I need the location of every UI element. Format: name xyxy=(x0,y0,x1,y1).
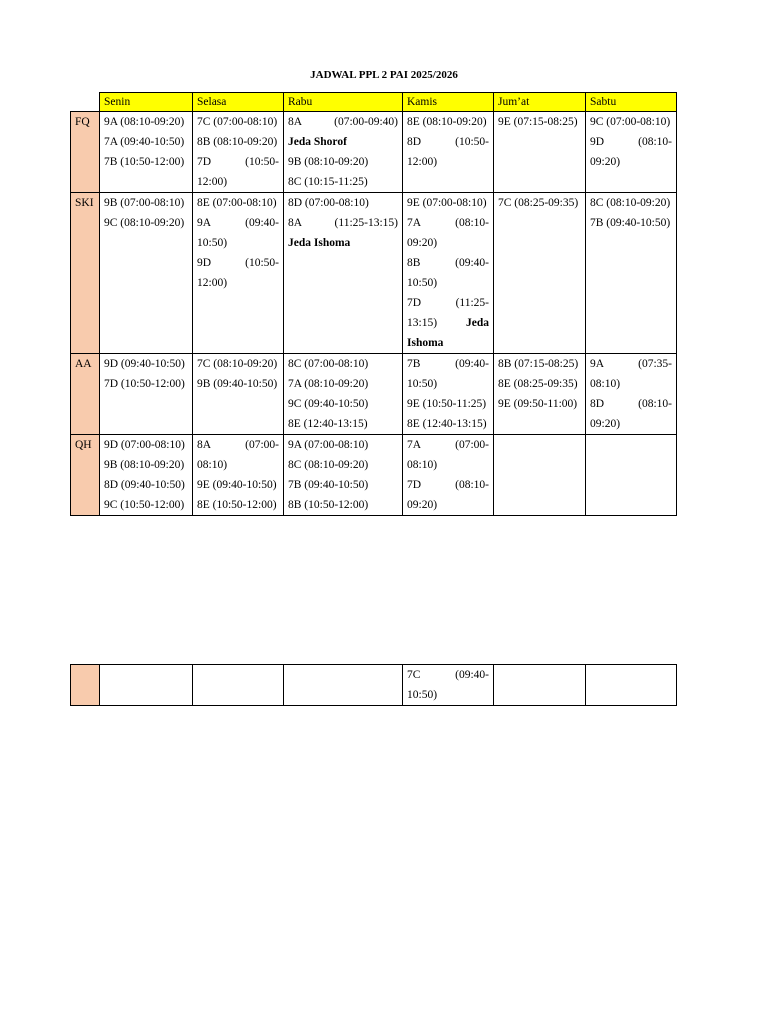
entry-time: (07:00- xyxy=(245,439,279,451)
schedule-cell xyxy=(193,193,284,354)
schedule-entry: 9C (09:40-10:50) xyxy=(288,398,369,410)
schedule-entry: 8B (10:50-12:00) xyxy=(288,499,369,511)
schedule-entry: 8C (08:10-09:20) xyxy=(288,459,369,471)
schedule-entry xyxy=(590,354,672,374)
schedule-cell xyxy=(100,665,193,706)
entry-class: 8B xyxy=(407,257,421,269)
schedule-entry: 7C (08:25-09:35) xyxy=(498,197,579,209)
entry-time: (08:10- xyxy=(638,398,672,410)
entry-time: (08:10- xyxy=(455,479,489,491)
schedule-entry: 8E (10:50-12:00) xyxy=(197,499,277,511)
schedule-cell xyxy=(494,112,586,193)
header-day-sabtu: Sabtu xyxy=(586,93,677,112)
entry-time: (09:40- xyxy=(455,358,489,370)
schedule-entry: 8E (07:00-08:10) xyxy=(197,197,277,209)
schedule-cell xyxy=(586,193,677,354)
schedule-entry: 9C (10:50-12:00) xyxy=(104,499,185,511)
schedule-cell xyxy=(494,665,586,706)
schedule-entry: 08:10) xyxy=(197,459,228,471)
schedule-cell xyxy=(494,354,586,435)
schedule-cell xyxy=(100,193,193,354)
schedule-cell xyxy=(284,665,403,706)
continuation-body xyxy=(71,665,677,706)
schedule-entry: 10:50) xyxy=(407,689,438,701)
schedule-entry xyxy=(197,152,279,172)
schedule-entry: 9E (09:40-10:50) xyxy=(197,479,277,491)
entry-class: 8A xyxy=(288,116,303,128)
schedule-entry xyxy=(590,132,672,152)
schedule-entry: 8E (12:40-13:15) xyxy=(288,418,368,430)
entry-time: (07:35- xyxy=(638,358,672,370)
header-day-kamis: Kamis xyxy=(403,93,494,112)
schedule-entry: 7B (09:40-10:50) xyxy=(590,217,671,229)
schedule-entry xyxy=(197,253,279,273)
schedule-entry: 8E (12:40-13:15) xyxy=(407,418,487,430)
subject-cell: AA xyxy=(71,354,100,435)
schedule-cell xyxy=(193,665,284,706)
table-row xyxy=(71,435,677,516)
schedule-entry: 8E (08:25-09:35) xyxy=(498,378,578,390)
entry-class: 7D xyxy=(197,156,212,168)
entry-class: 13:15) xyxy=(407,317,438,329)
schedule-cell xyxy=(494,193,586,354)
schedule-entry: 09:20) xyxy=(590,418,621,430)
schedule-entry xyxy=(288,213,398,233)
schedule-entry: 7A (08:10-09:20) xyxy=(288,378,369,390)
entry-class: 7D xyxy=(407,297,422,309)
entry-time: (11:25- xyxy=(455,297,489,309)
entry-time: Jeda xyxy=(466,317,489,329)
entry-class: 9D xyxy=(197,257,212,269)
schedule-entry: 9C (07:00-08:10) xyxy=(590,116,671,128)
page-title: JADWAL PPL 2 PAI 2025/2026 xyxy=(310,69,458,81)
schedule-cell xyxy=(403,665,494,706)
schedule-entry: 8D (07:00-08:10) xyxy=(288,197,369,209)
subject-cell: SKI xyxy=(71,193,100,354)
entry-time: (09:40- xyxy=(455,669,489,681)
schedule-entry: 10:50) xyxy=(407,277,438,289)
schedule-entry: 8E (08:10-09:20) xyxy=(407,116,487,128)
entry-class: 9D xyxy=(590,136,605,148)
entry-class: 7B xyxy=(407,358,421,370)
schedule-entry: 7D (10:50-12:00) xyxy=(104,378,185,390)
header-day-jumat: Jum’at xyxy=(494,93,586,112)
schedule-entry xyxy=(407,313,489,333)
schedule-entry xyxy=(590,394,672,414)
schedule-cell xyxy=(284,193,403,354)
schedule-cell xyxy=(403,354,494,435)
schedule-cell xyxy=(586,435,677,516)
entry-time: (09:40- xyxy=(245,217,279,229)
subject-cell: QH xyxy=(71,435,100,516)
header-day-senin: Senin xyxy=(100,93,193,112)
schedule-entry: Ishoma xyxy=(407,337,444,349)
continuation-table xyxy=(70,664,677,706)
schedule-entry: 08:10) xyxy=(407,459,438,471)
schedule-entry: 12:00) xyxy=(197,277,228,289)
entry-class: 7D xyxy=(407,479,422,491)
schedule-cell xyxy=(403,193,494,354)
header-day-selasa: Selasa xyxy=(193,93,284,112)
schedule-entry xyxy=(407,435,489,455)
schedule-entry: 9D (09:40-10:50) xyxy=(104,358,185,370)
header-day-rabu: Rabu xyxy=(284,93,403,112)
schedule-cell xyxy=(494,435,586,516)
schedule-body xyxy=(71,112,677,516)
table-row xyxy=(71,193,677,354)
schedule-entry: 9E (10:50-11:25) xyxy=(407,398,487,410)
schedule-entry: 8D (09:40-10:50) xyxy=(104,479,185,491)
schedule-cell xyxy=(193,112,284,193)
schedule-cell xyxy=(403,112,494,193)
schedule-cell xyxy=(100,435,193,516)
schedule-entry: 7B (10:50-12:00) xyxy=(104,156,185,168)
schedule-entry: 9A (07:00-08:10) xyxy=(288,439,369,451)
schedule-entry: 9E (07:15-08:25) xyxy=(498,116,578,128)
schedule-entry xyxy=(407,213,489,233)
schedule-entry: 7B (09:40-10:50) xyxy=(288,479,369,491)
schedule-entry: 12:00) xyxy=(197,176,228,188)
schedule-cell xyxy=(100,354,193,435)
schedule-cell xyxy=(586,665,677,706)
schedule-entry: 8C (07:00-08:10) xyxy=(288,358,369,370)
entry-time: (08:10- xyxy=(455,217,489,229)
header-corner-cell xyxy=(71,93,100,112)
schedule-entry xyxy=(288,112,398,132)
subject-cell xyxy=(71,665,100,706)
entry-class: 8D xyxy=(590,398,605,410)
schedule-entry: 8B (08:10-09:20) xyxy=(197,136,278,148)
schedule-entry: 9C (08:10-09:20) xyxy=(104,217,185,229)
schedule-entry: 08:10) xyxy=(590,378,621,390)
schedule-entry: Jeda Shorof xyxy=(288,136,347,148)
table-row xyxy=(71,665,677,706)
schedule-cell xyxy=(284,112,403,193)
entry-class: 8A xyxy=(288,217,303,229)
entry-time: (11:25-13:15) xyxy=(334,217,398,229)
schedule-entry: 10:50) xyxy=(407,378,438,390)
schedule-entry xyxy=(407,253,489,273)
entry-time: (08:10- xyxy=(638,136,672,148)
schedule-entry: 8C (08:10-09:20) xyxy=(590,197,671,209)
entry-class: 8D xyxy=(407,136,422,148)
entry-class: 7A xyxy=(407,217,422,229)
schedule-cell xyxy=(193,354,284,435)
schedule-entry: 7C (08:10-09:20) xyxy=(197,358,278,370)
entry-class: 9A xyxy=(197,217,212,229)
schedule-entry: 12:00) xyxy=(407,156,438,168)
schedule-cell xyxy=(403,435,494,516)
entry-class: 9A xyxy=(590,358,605,370)
schedule-entry: 9B (08:10-09:20) xyxy=(104,459,185,471)
subject-cell: FQ xyxy=(71,112,100,193)
schedule-cell xyxy=(100,112,193,193)
schedule-entry: 10:50) xyxy=(197,237,228,249)
schedule-cell xyxy=(284,354,403,435)
entry-time: (07:00- xyxy=(455,439,489,451)
schedule-cell xyxy=(586,354,677,435)
schedule-entry: 9B (07:00-08:10) xyxy=(104,197,185,209)
schedule-cell xyxy=(284,435,403,516)
entry-class: 7C xyxy=(407,669,421,681)
schedule-entry: 9A (08:10-09:20) xyxy=(104,116,185,128)
table-row xyxy=(71,112,677,193)
entry-class: 8A xyxy=(197,439,212,451)
schedule-entry: 09:20) xyxy=(590,156,621,168)
schedule-cell xyxy=(586,112,677,193)
schedule-entry: 09:20) xyxy=(407,237,438,249)
schedule-table xyxy=(70,92,677,516)
schedule-entry: Jeda Ishoma xyxy=(288,237,351,249)
schedule-entry xyxy=(407,665,489,685)
schedule-entry xyxy=(197,213,279,233)
schedule-entry: 9B (08:10-09:20) xyxy=(288,156,369,168)
schedule-entry: 9E (09:50-11:00) xyxy=(498,398,578,410)
entry-class: 7A xyxy=(407,439,422,451)
schedule-entry: 7A (09:40-10:50) xyxy=(104,136,185,148)
header-row xyxy=(71,93,677,112)
schedule-entry xyxy=(407,293,489,313)
schedule-entry: 9D (07:00-08:10) xyxy=(104,439,185,451)
schedule-entry xyxy=(407,354,489,374)
entry-time: (10:50- xyxy=(245,257,279,269)
schedule-entry xyxy=(197,435,279,455)
entry-time: (09:40- xyxy=(455,257,489,269)
entry-time: (10:50- xyxy=(245,156,279,168)
schedule-entry xyxy=(407,475,489,495)
schedule-entry: 8B (07:15-08:25) xyxy=(498,358,579,370)
table-row xyxy=(71,354,677,435)
schedule-cell xyxy=(193,435,284,516)
entry-time: (07:00-09:40) xyxy=(334,116,398,128)
schedule-entry: 09:20) xyxy=(407,499,438,511)
schedule-entry: 7C (07:00-08:10) xyxy=(197,116,278,128)
schedule-entry xyxy=(407,132,489,152)
schedule-entry: 9B (09:40-10:50) xyxy=(197,378,278,390)
schedule-entry: 9E (07:00-08:10) xyxy=(407,197,487,209)
schedule-entry: 8C (10:15-11:25) xyxy=(288,176,368,188)
entry-time: (10:50- xyxy=(455,136,489,148)
